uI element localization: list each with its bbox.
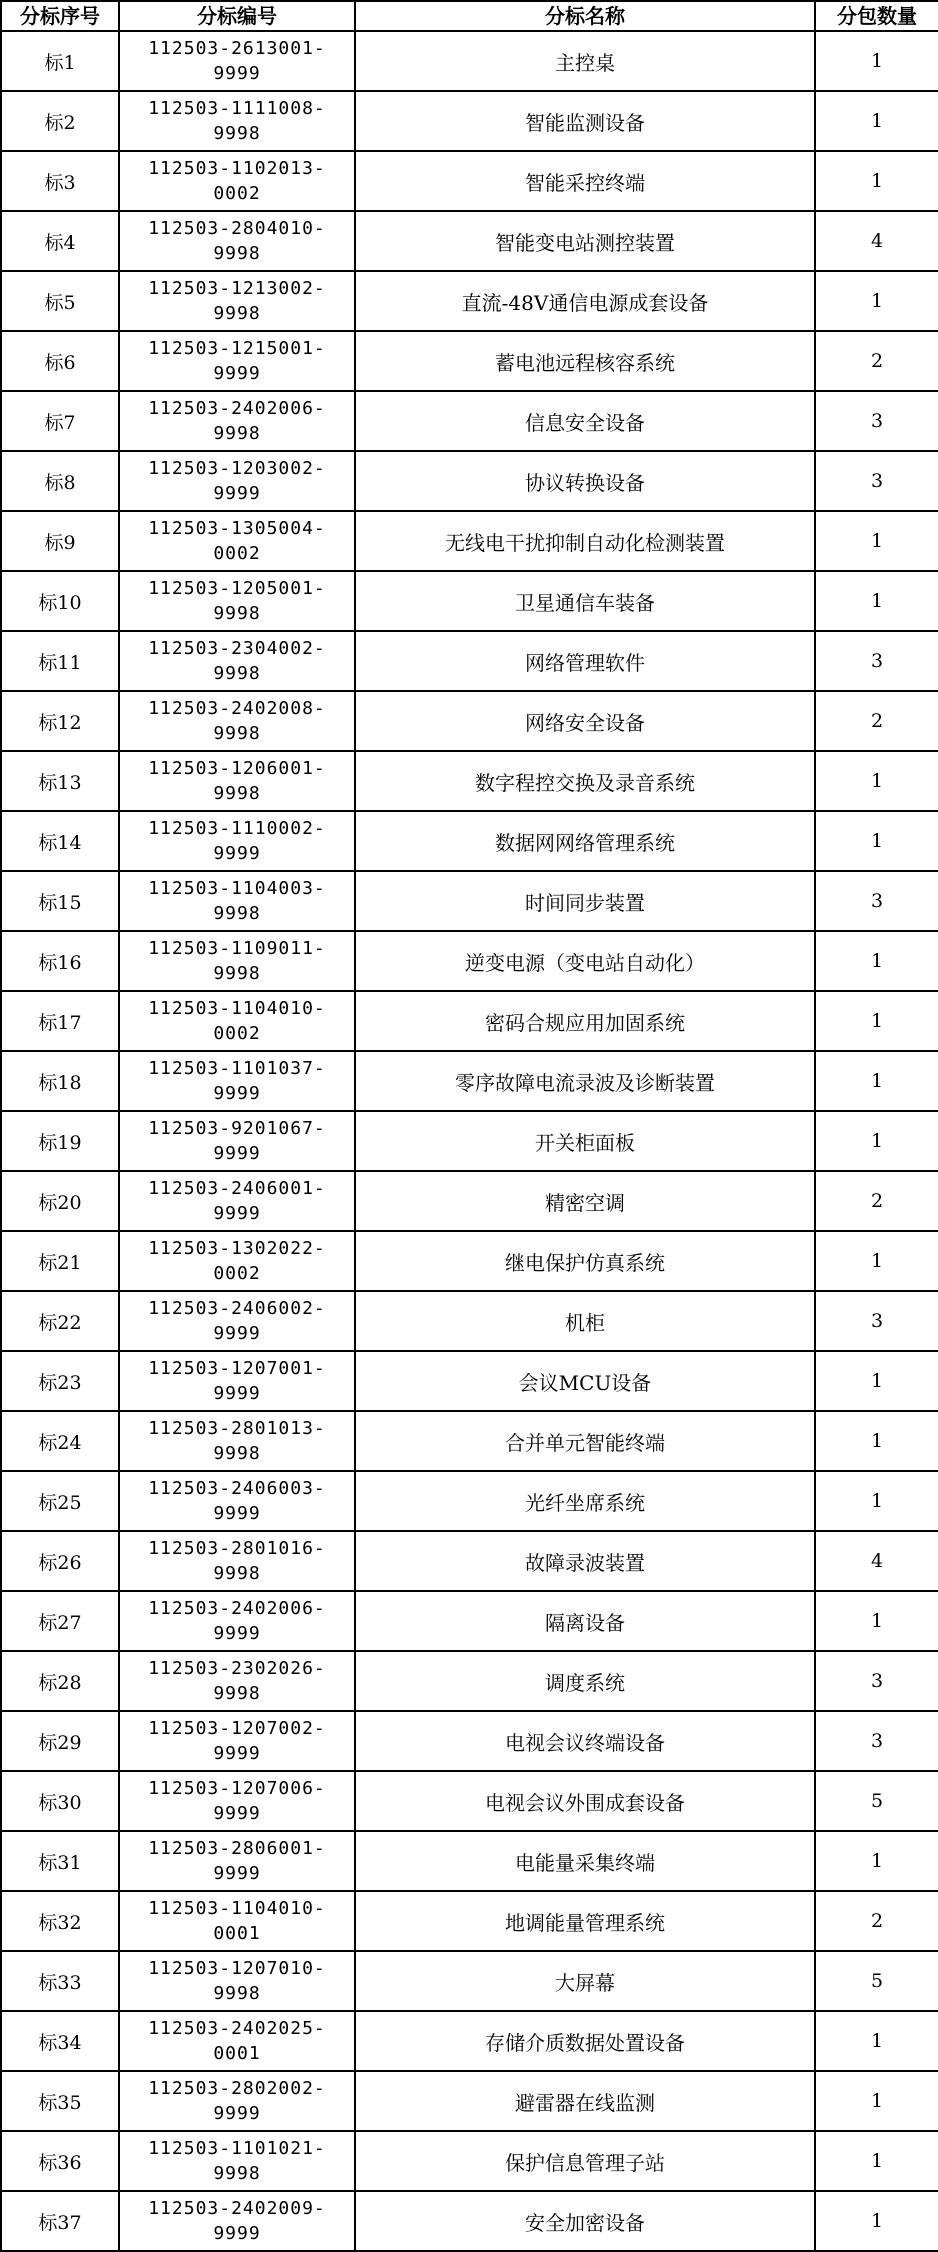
- table-row: [1, 1951, 938, 2011]
- section-no-cell: 标6: [1, 331, 119, 391]
- section-code-line: 112503-2406002-: [148, 1298, 326, 1319]
- section-name-cell: 保护信息管理子站: [355, 2131, 815, 2191]
- section-name-cell: 时间同步装置: [355, 871, 815, 931]
- section-name-cell: 大屏幕: [355, 1951, 815, 2011]
- section-code-line: 9999: [213, 1803, 261, 1824]
- section-code-line: 112503-1104010-: [148, 1898, 326, 1919]
- package-count-cell: 1: [815, 991, 938, 1051]
- section-no-cell: 标23: [1, 1351, 119, 1411]
- package-count-cell: 3: [815, 1711, 938, 1771]
- table-row: [1, 1831, 938, 1891]
- section-name-cell: 故障录波装置: [355, 1531, 815, 1591]
- table-row: [1, 1531, 938, 1591]
- section-code-line: 9999: [213, 1503, 261, 1524]
- section-code-line: 9999: [213, 1743, 261, 1764]
- section-name-cell: 数据网网络管理系统: [355, 811, 815, 871]
- section-no-cell: 标29: [1, 1711, 119, 1771]
- section-name-cell: 隔离设备: [355, 1591, 815, 1651]
- table-row: [1, 451, 938, 511]
- section-name-cell: 智能变电站测控装置: [355, 211, 815, 271]
- section-code-cell: [119, 931, 355, 991]
- package-count-cell: 3: [815, 631, 938, 691]
- section-code-cell: [119, 331, 355, 391]
- section-code-line: 9999: [213, 483, 261, 504]
- package-count-cell: 3: [815, 1651, 938, 1711]
- section-code-line: 112503-1215001-: [148, 338, 326, 359]
- package-count-cell: 1: [815, 2131, 938, 2191]
- section-code-line: 112503-1101021-: [148, 2138, 326, 2159]
- section-code-line: 112503-2406003-: [148, 1478, 326, 1499]
- table-row: [1, 871, 938, 931]
- section-no-cell: 标36: [1, 2131, 119, 2191]
- section-code-line: 9999: [213, 63, 261, 84]
- section-name-cell: 密码合规应用加固系统: [355, 991, 815, 1051]
- section-code-line: 9998: [213, 2163, 261, 2184]
- section-code-line: 112503-9201067-: [148, 1118, 326, 1139]
- section-code-cell: [119, 691, 355, 751]
- section-code-line: 112503-2801016-: [148, 1538, 326, 1559]
- section-code-line: 9999: [213, 1143, 261, 1164]
- package-count-cell: 5: [815, 1771, 938, 1831]
- section-code-line: 112503-2613001-: [148, 38, 326, 59]
- table-row: [1, 2191, 938, 2251]
- section-code-cell: [119, 1291, 355, 1351]
- section-code-cell: [119, 1651, 355, 1711]
- table-row: [1, 1171, 938, 1231]
- section-code-line: 112503-1111008-: [148, 98, 326, 119]
- section-code-line: 9999: [213, 1863, 261, 1884]
- section-code-line: 112503-2302026-: [148, 1658, 326, 1679]
- table-row: [1, 1591, 938, 1651]
- package-count-cell: 3: [815, 451, 938, 511]
- section-code-line: 0002: [213, 1263, 261, 1284]
- section-code-line: 112503-1205001-: [148, 578, 326, 599]
- table-row: [1, 691, 938, 751]
- section-name-cell: 智能监测设备: [355, 91, 815, 151]
- package-count-cell: 1: [815, 91, 938, 151]
- section-code-cell: [119, 991, 355, 1051]
- section-no-cell: 标26: [1, 1531, 119, 1591]
- table-row: [1, 2071, 938, 2131]
- table-row: [1, 2011, 938, 2071]
- section-code-line: 0002: [213, 1023, 261, 1044]
- section-code-line: 112503-2402006-: [148, 1598, 326, 1619]
- section-code-line: 9998: [213, 243, 261, 264]
- section-code-line: 9998: [213, 303, 261, 324]
- section-no-cell: 标34: [1, 2011, 119, 2071]
- package-count-cell: 3: [815, 391, 938, 451]
- section-code-cell: [119, 2071, 355, 2131]
- table-row: [1, 1891, 938, 1951]
- section-code-line: 9998: [213, 123, 261, 144]
- package-count-cell: 4: [815, 211, 938, 271]
- package-count-cell: 1: [815, 1051, 938, 1111]
- section-code-line: 9999: [213, 1623, 261, 1644]
- package-count-cell: 1: [815, 1351, 938, 1411]
- section-name-cell: 合并单元智能终端: [355, 1411, 815, 1471]
- section-no-cell: 标32: [1, 1891, 119, 1951]
- package-count-cell: 1: [815, 1111, 938, 1171]
- section-code-cell: [119, 1711, 355, 1771]
- section-code-line: 112503-1104010-: [148, 998, 326, 1019]
- section-code-cell: [119, 31, 355, 91]
- package-count-cell: 1: [815, 31, 938, 91]
- section-name-cell: 调度系统: [355, 1651, 815, 1711]
- section-code-cell: [119, 1891, 355, 1951]
- section-code-cell: [119, 811, 355, 871]
- package-count-cell: 1: [815, 811, 938, 871]
- section-no-cell: 标7: [1, 391, 119, 451]
- section-code-cell: [119, 871, 355, 931]
- section-code-cell: [119, 1231, 355, 1291]
- section-code-line: 112503-2402008-: [148, 698, 326, 719]
- section-code-cell: [119, 211, 355, 271]
- section-name-cell: 蓄电池远程核容系统: [355, 331, 815, 391]
- section-no-cell: 标19: [1, 1111, 119, 1171]
- section-code-cell: [119, 91, 355, 151]
- section-no-cell: 标21: [1, 1231, 119, 1291]
- package-count-cell: 1: [815, 2191, 938, 2251]
- section-code-cell: [119, 1471, 355, 1531]
- section-code-line: 112503-2802002-: [148, 2078, 326, 2099]
- section-code-line: 112503-1109011-: [148, 938, 326, 959]
- section-name-cell: 电视会议外围成套设备: [355, 1771, 815, 1831]
- section-code-line: 9999: [213, 363, 261, 384]
- section-code-line: 9999: [213, 2103, 261, 2124]
- section-code-cell: [119, 1591, 355, 1651]
- table-row: [1, 1771, 938, 1831]
- section-code-line: 9998: [213, 723, 261, 744]
- table-row: [1, 1711, 938, 1771]
- table-row: [1, 1231, 938, 1291]
- section-code-cell: [119, 2131, 355, 2191]
- section-name-cell: 零序故障电流录波及诊断装置: [355, 1051, 815, 1111]
- package-count-cell: 1: [815, 1471, 938, 1531]
- section-code-cell: [119, 451, 355, 511]
- section-code-line: 9998: [213, 1683, 261, 1704]
- section-name-cell: 存储介质数据处置设备: [355, 2011, 815, 2071]
- package-count-cell: 3: [815, 871, 938, 931]
- section-code-cell: [119, 1411, 355, 1471]
- section-no-cell: 标16: [1, 931, 119, 991]
- section-no-cell: 标30: [1, 1771, 119, 1831]
- table-row: [1, 31, 938, 91]
- package-count-cell: 5: [815, 1951, 938, 2011]
- section-code-line: 9998: [213, 603, 261, 624]
- section-code-line: 9999: [213, 843, 261, 864]
- section-code-line: 0001: [213, 2043, 261, 2064]
- package-count-cell: 2: [815, 1891, 938, 1951]
- section-code-line: 9998: [213, 783, 261, 804]
- section-code-line: 112503-1206001-: [148, 758, 326, 779]
- section-code-line: 9998: [213, 663, 261, 684]
- section-code-cell: [119, 751, 355, 811]
- section-name-cell: 精密空调: [355, 1171, 815, 1231]
- section-code-cell: [119, 1051, 355, 1111]
- section-code-cell: [119, 1771, 355, 1831]
- section-code-line: 9998: [213, 903, 261, 924]
- section-no-cell: 标33: [1, 1951, 119, 2011]
- header-row: [1, 1, 938, 31]
- section-code-cell: [119, 271, 355, 331]
- section-code-line: 112503-2804010-: [148, 218, 326, 239]
- section-no-cell: 标4: [1, 211, 119, 271]
- package-count-cell: 2: [815, 1171, 938, 1231]
- section-code-cell: [119, 1171, 355, 1231]
- section-code-line: 112503-1110002-: [148, 818, 326, 839]
- table-body: [1, 31, 938, 2251]
- section-code-cell: [119, 1351, 355, 1411]
- header-section-no: 分标序号: [1, 1, 119, 31]
- package-count-cell: 1: [815, 571, 938, 631]
- table-row: [1, 571, 938, 631]
- section-name-cell: 避雷器在线监测: [355, 2071, 815, 2131]
- header-section-name: 分标名称: [355, 1, 815, 31]
- section-name-cell: 光纤坐席系统: [355, 1471, 815, 1531]
- package-count-cell: 3: [815, 1291, 938, 1351]
- section-code-line: 9999: [213, 1083, 261, 1104]
- section-name-cell: 信息安全设备: [355, 391, 815, 451]
- package-count-cell: 1: [815, 511, 938, 571]
- section-no-cell: 标2: [1, 91, 119, 151]
- section-code-cell: [119, 1111, 355, 1171]
- section-name-cell: 电视会议终端设备: [355, 1711, 815, 1771]
- section-code-line: 112503-1207006-: [148, 1778, 326, 1799]
- section-code-line: 0002: [213, 543, 261, 564]
- section-no-cell: 标3: [1, 151, 119, 211]
- section-no-cell: 标8: [1, 451, 119, 511]
- section-name-cell: 机柜: [355, 1291, 815, 1351]
- section-code-cell: [119, 1831, 355, 1891]
- section-code-line: 112503-2402025-: [148, 2018, 326, 2039]
- section-code-line: 9998: [213, 963, 261, 984]
- section-code-line: 112503-2402009-: [148, 2198, 326, 2219]
- package-count-cell: 1: [815, 2011, 938, 2071]
- section-name-cell: 安全加密设备: [355, 2191, 815, 2251]
- section-no-cell: 标11: [1, 631, 119, 691]
- section-code-line: 9999: [213, 1203, 261, 1224]
- section-no-cell: 标20: [1, 1171, 119, 1231]
- section-name-cell: 卫星通信车装备: [355, 571, 815, 631]
- table-header: [1, 1, 938, 31]
- table-row: [1, 271, 938, 331]
- section-name-cell: 继电保护仿真系统: [355, 1231, 815, 1291]
- section-name-cell: 会议MCU设备: [355, 1351, 815, 1411]
- table-row: [1, 511, 938, 571]
- table-row: [1, 931, 938, 991]
- section-name-cell: 无线电干扰抑制自动化检测装置: [355, 511, 815, 571]
- table-row: [1, 2131, 938, 2191]
- table-row: [1, 1051, 938, 1111]
- section-code-line: 112503-1207002-: [148, 1718, 326, 1739]
- section-name-cell: 网络管理软件: [355, 631, 815, 691]
- package-count-cell: 2: [815, 691, 938, 751]
- section-code-line: 112503-1101037-: [148, 1058, 326, 1079]
- package-count-cell: 1: [815, 1831, 938, 1891]
- section-code-cell: [119, 1531, 355, 1591]
- section-code-cell: [119, 631, 355, 691]
- section-no-cell: 标10: [1, 571, 119, 631]
- section-no-cell: 标18: [1, 1051, 119, 1111]
- section-name-cell: 地调能量管理系统: [355, 1891, 815, 1951]
- section-code-cell: [119, 1951, 355, 2011]
- package-count-cell: 1: [815, 931, 938, 991]
- section-no-cell: 标25: [1, 1471, 119, 1531]
- section-code-cell: [119, 2191, 355, 2251]
- package-count-cell: 1: [815, 1411, 938, 1471]
- section-code-line: 112503-1203002-: [148, 458, 326, 479]
- section-code-line: 9998: [213, 1983, 261, 2004]
- section-code-cell: [119, 151, 355, 211]
- section-code-line: 9999: [213, 1383, 261, 1404]
- section-no-cell: 标37: [1, 2191, 119, 2251]
- section-code-line: 112503-1213002-: [148, 278, 326, 299]
- header-package-count: 分包数量: [815, 1, 938, 31]
- section-code-cell: [119, 391, 355, 451]
- section-name-cell: 直流-48V通信电源成套设备: [355, 271, 815, 331]
- package-count-cell: 1: [815, 271, 938, 331]
- table-row: [1, 211, 938, 271]
- section-code-line: 9999: [213, 1323, 261, 1344]
- section-code-line: 0002: [213, 183, 261, 204]
- section-code-line: 9998: [213, 423, 261, 444]
- table-row: [1, 1111, 938, 1171]
- section-no-cell: 标1: [1, 31, 119, 91]
- header-section-code: 分标编号: [119, 1, 355, 31]
- table-row: [1, 811, 938, 871]
- package-count-cell: 1: [815, 1231, 938, 1291]
- table-row: [1, 1291, 938, 1351]
- section-no-cell: 标14: [1, 811, 119, 871]
- table-row: [1, 151, 938, 211]
- package-count-cell: 1: [815, 1591, 938, 1651]
- package-count-cell: 1: [815, 751, 938, 811]
- section-code-line: 9998: [213, 1563, 261, 1584]
- table-row: [1, 1351, 938, 1411]
- table-row: [1, 1411, 938, 1471]
- section-code-line: 112503-1102013-: [148, 158, 326, 179]
- section-code-line: 112503-2402006-: [148, 398, 326, 419]
- table-row: [1, 331, 938, 391]
- section-code-line: 112503-1302022-: [148, 1238, 326, 1259]
- table-row: [1, 1651, 938, 1711]
- section-no-cell: 标9: [1, 511, 119, 571]
- section-no-cell: 标28: [1, 1651, 119, 1711]
- section-code-line: 9998: [213, 1443, 261, 1464]
- section-no-cell: 标35: [1, 2071, 119, 2131]
- section-no-cell: 标15: [1, 871, 119, 931]
- section-no-cell: 标22: [1, 1291, 119, 1351]
- section-name-cell: 电能量采集终端: [355, 1831, 815, 1891]
- table-row: [1, 631, 938, 691]
- table-row: [1, 991, 938, 1051]
- package-count-cell: 1: [815, 151, 938, 211]
- section-no-cell: 标12: [1, 691, 119, 751]
- section-no-cell: 标31: [1, 1831, 119, 1891]
- section-no-cell: 标17: [1, 991, 119, 1051]
- section-code-line: 0001: [213, 1923, 261, 1944]
- section-name-cell: 数字程控交换及录音系统: [355, 751, 815, 811]
- table-row: [1, 91, 938, 151]
- section-no-cell: 标5: [1, 271, 119, 331]
- table-row: [1, 751, 938, 811]
- section-name-cell: 逆变电源（变电站自动化）: [355, 931, 815, 991]
- section-code-line: 112503-2806001-: [148, 1838, 326, 1859]
- section-code-cell: [119, 571, 355, 631]
- table-row: [1, 391, 938, 451]
- section-code-line: 112503-1104003-: [148, 878, 326, 899]
- section-code-line: 112503-1207010-: [148, 1958, 326, 1979]
- section-code-line: 112503-2304002-: [148, 638, 326, 659]
- section-code-cell: [119, 2011, 355, 2071]
- section-code-line: 112503-2801013-: [148, 1418, 326, 1439]
- section-name-cell: 开关柜面板: [355, 1111, 815, 1171]
- table-row: [1, 1471, 938, 1531]
- section-code-cell: [119, 511, 355, 571]
- section-code-line: 9999: [213, 2223, 261, 2244]
- section-name-cell: 智能采控终端: [355, 151, 815, 211]
- section-name-cell: 协议转换设备: [355, 451, 815, 511]
- section-no-cell: 标24: [1, 1411, 119, 1471]
- section-code-line: 112503-1305004-: [148, 518, 326, 539]
- section-name-cell: 主控桌: [355, 31, 815, 91]
- section-code-line: 112503-2406001-: [148, 1178, 326, 1199]
- section-name-cell: 网络安全设备: [355, 691, 815, 751]
- package-count-cell: 4: [815, 1531, 938, 1591]
- package-count-cell: 1: [815, 2071, 938, 2131]
- section-code-line: 112503-1207001-: [148, 1358, 326, 1379]
- section-no-cell: 标13: [1, 751, 119, 811]
- package-count-cell: 2: [815, 331, 938, 391]
- section-no-cell: 标27: [1, 1591, 119, 1651]
